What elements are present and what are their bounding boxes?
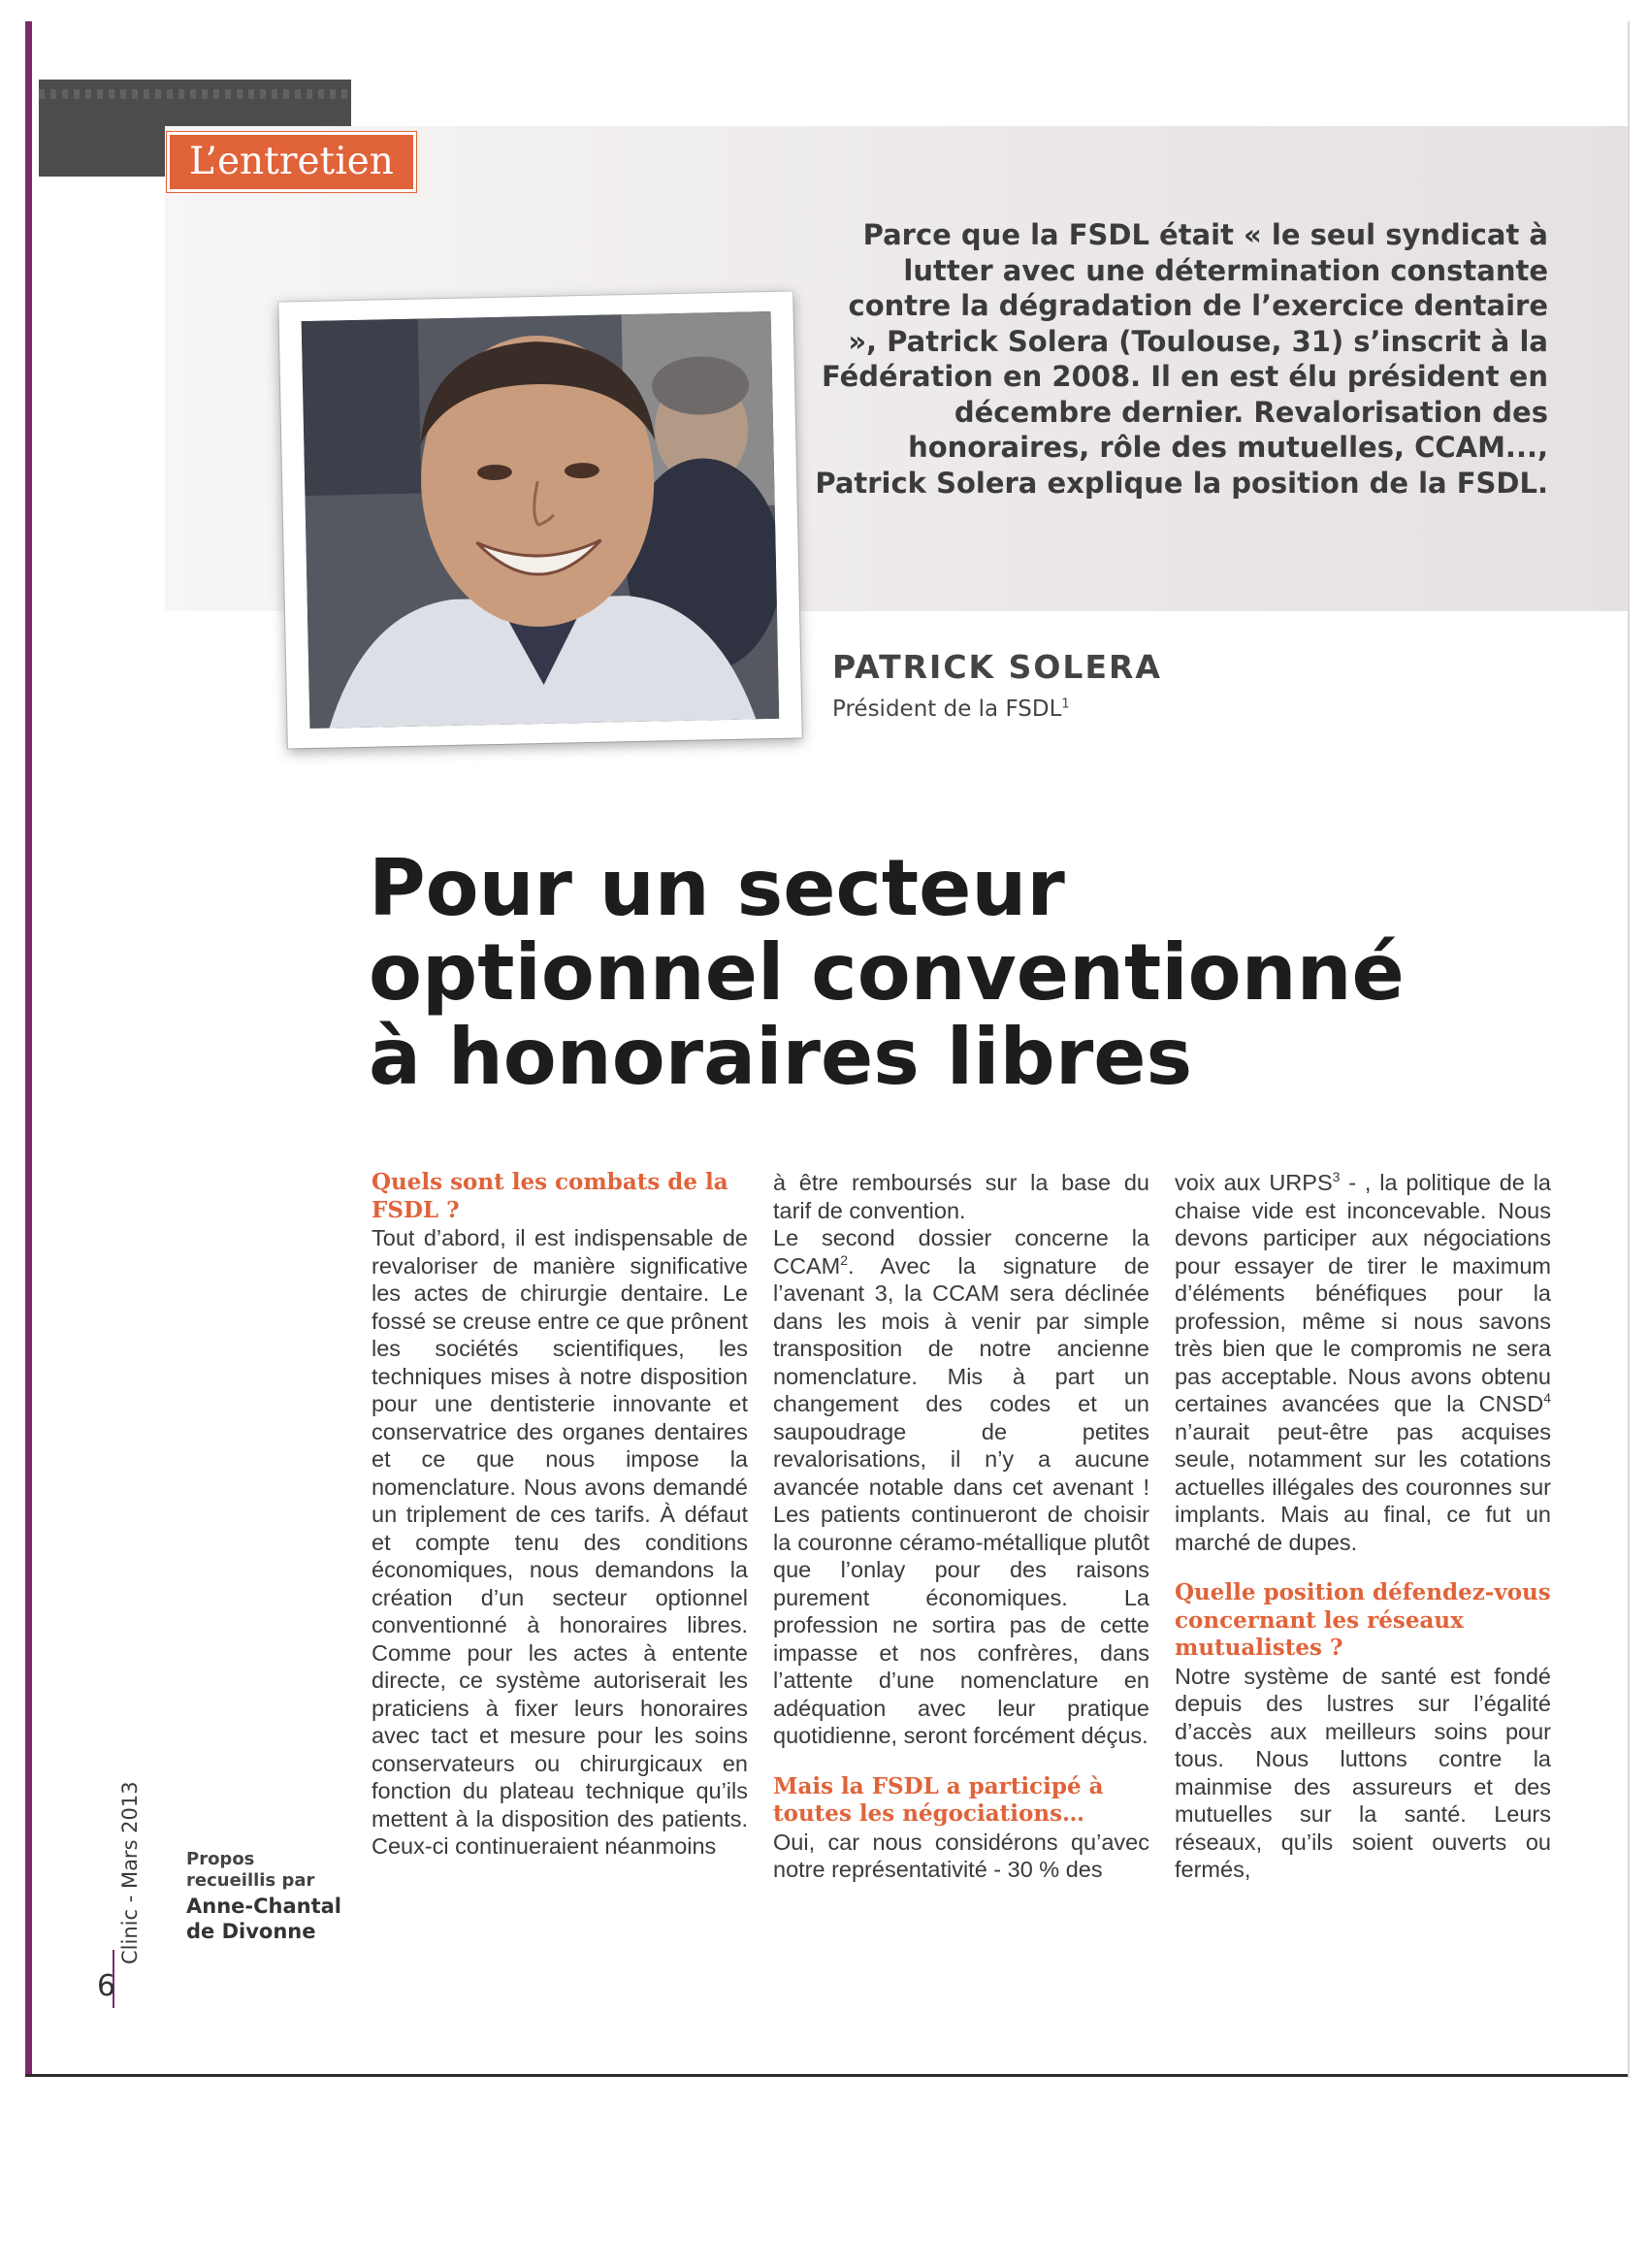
headline-line-1: Pour un secteur bbox=[369, 843, 1065, 933]
credits-label-2: recueillis par bbox=[186, 1870, 315, 1891]
portrait-frame bbox=[278, 292, 802, 749]
article-column-3 bbox=[1175, 1169, 1551, 1884]
footnote-marker: 3 bbox=[1332, 1169, 1341, 1185]
answer-1-paragraph-2 bbox=[773, 1224, 1149, 1750]
answer-1: Tout d’abord, il est indispensable de revaloriser de manière significative les actes de chirurgie dentaire. Le fossé se creuse entre ce que prônent les sociétés scientifiques, les techniques mises à notre disposition pour une dentisterie innovante et conservatrice des organes dentaires et ce que nous impose la nomenclature. Nous avons demandé un triplement de ces tarifs. À défaut et compte tenu des conditions économiques, nous demandons la création d’un secteur optionnel conventionné à honoraires libres. Comme pour les actes à entente directe, ce système autoriserait les praticiens à fixer leurs honoraires avec tact et mesure pour les soins conservateurs ou chirurgicaux en fonction du plateau technique qu’ils mettent à la disposition des patients. Ceux-ci continueraient néanmoins bbox=[372, 1225, 748, 1859]
paragraph-text: Le second dossier concerne la CCAM bbox=[773, 1225, 1149, 1279]
footnote-marker: 1 bbox=[1061, 697, 1070, 712]
footnote-marker: 2 bbox=[840, 1251, 848, 1268]
answer-2-continued bbox=[1175, 1169, 1551, 1556]
paragraph-text: - , la politique de la chaise vide est inconcevable. Nous devons participer aux négociations pour essayer de tirer le maximum d’éléments bénéfiques pour la profession, même si nous savons très bien que le compromis ne sera pas acceptable. Nous avons obtenu certaines avancées que la CNSD bbox=[1175, 1170, 1551, 1416]
footnote-marker: 4 bbox=[1543, 1390, 1551, 1407]
page-number: 6 bbox=[97, 1969, 116, 2003]
question-2: Mais la FSDL a participé à toutes les négociations… bbox=[773, 1772, 1104, 1827]
answer-3: Notre système de santé est fondé depuis des lustres sur l’égalité d’accès aux meilleurs soins pour tous. Nous luttons contre la mainmise des assureurs et des mutuelles sur la santé. Leurs réseaux, qu’ils soient ouverts ou fermés, bbox=[1175, 1663, 1551, 1882]
question-1: Quels sont les combats de la FSDL ? bbox=[372, 1169, 728, 1223]
article-column-1 bbox=[372, 1169, 748, 1861]
headline-line-3: à honoraires libres bbox=[369, 1012, 1193, 1102]
interviewee-name: PATRICK SOLERA bbox=[832, 648, 1162, 686]
answer-1-continued: à être remboursés sur la base du tarif de convention. bbox=[773, 1170, 1149, 1223]
portrait-photo bbox=[302, 311, 780, 729]
credits-label-1: Propos bbox=[186, 1849, 255, 1869]
section-tag: L’entretien bbox=[167, 132, 416, 192]
intro-text: Parce que la FSDL était « le seul syndicat à lutter avec une détermination constante contre la dégradation de l’exercice dentaire », Patrick Solera (Toulouse, 31) s’inscrit à la Fédération en 2008. Il en est élu président en décembre dernier. Revalorisation des honoraires, rôle des mutuelles, CCAM..., Patrick Solera explique la position de la FSDL. bbox=[815, 218, 1548, 500]
credits-author-2: de Divonne bbox=[186, 1920, 316, 1943]
page-bottom-edge bbox=[25, 2074, 1628, 2077]
paragraph-text: voix aux URPS bbox=[1175, 1170, 1333, 1195]
headline bbox=[369, 843, 1591, 1102]
interview-credits bbox=[186, 1849, 361, 1944]
page-edge-stripe bbox=[25, 21, 32, 2076]
question-3: Quelle position défendez-vous concernant les réseaux mutualistes ? bbox=[1175, 1579, 1551, 1661]
publication-info: Clinic - Mars 2013 bbox=[118, 1781, 142, 1964]
answer-2: Oui, car nous considérons qu’avec notre représentativité - 30 % des bbox=[773, 1829, 1149, 1882]
portrait-illustration bbox=[302, 311, 780, 729]
interviewee-role-text: Président de la FSDL bbox=[832, 697, 1062, 722]
headline-line-2: optionnel conventionné bbox=[369, 927, 1405, 1018]
interviewee-role bbox=[832, 697, 1070, 722]
paragraph-text: . Avec la signature de l’avenant 3, la CCAM sera déclinée dans les mois à venir par simple transposition de notre ancienne nomenclature. Mis à part un changement des codes et un saupoudrage de petites revalorisations, il n’y a aucune avancée notable dans cet avenant ! Les patients continueront de choisir la couronne céramo-métallique plutôt que l’onlay pour des raisons purement économiques. La profession ne sortira pas de cette impasse et nos confrères, dans l’attente d’une nomenclature en adéquation avec leur pratique quotidienne, seront forcément déçus. bbox=[773, 1252, 1149, 1748]
publication-caption bbox=[89, 1761, 147, 1964]
article-column-2 bbox=[773, 1169, 1149, 1884]
paragraph-text: n’aurait peut-être pas acquises seule, notamment sur les cotations actuelles illégales des couronnes sur implants. Mais au final, ce fut un marché de dupes. bbox=[1175, 1418, 1551, 1555]
credits-author-1: Anne-Chantal bbox=[186, 1895, 342, 1918]
